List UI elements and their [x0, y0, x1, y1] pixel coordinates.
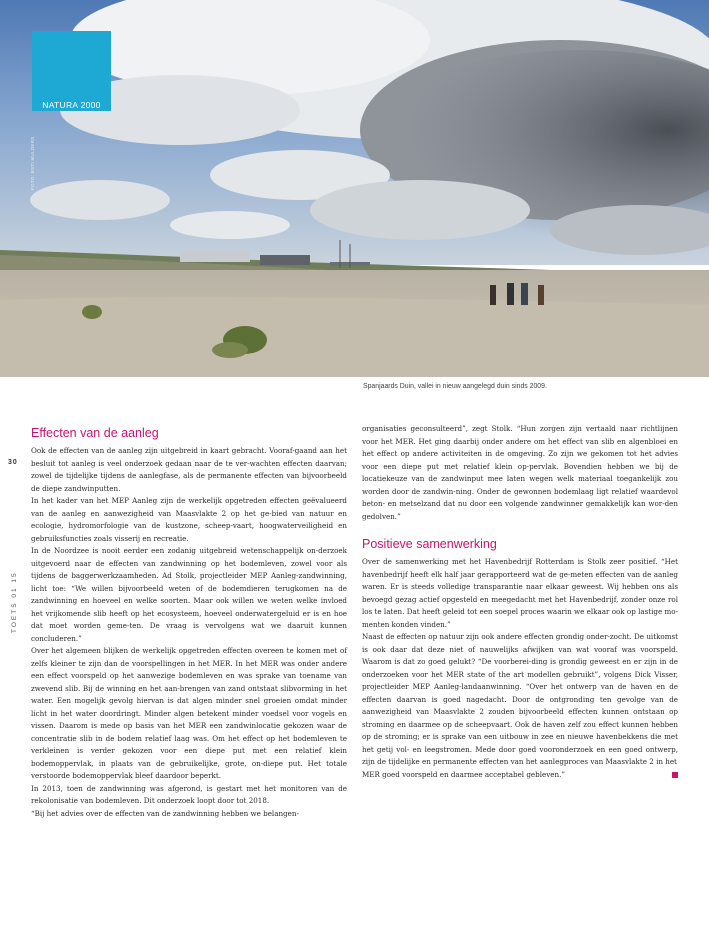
photo-caption: Spanjaards Duin, vallei in nieuw aangelegd duin sinds 2009. [363, 383, 547, 390]
journal-label: TOETS 01 15 [11, 571, 18, 633]
paragraph: In de Noordzee is nooit eerder een zodanig uitgebreid wetenschappelijk on-derzoek uitgevoerd naar de effecten van zandwinning op het bodemleven, zowel voor als tijdens de baggerwerkzaamheden. Ad Stolk, projectleider MEP Aanleg-zandwinning, licht toe: “We willen bijvoorbeeld weten of de bodemdieren terugkomen na de zandwinning en hoeveel en welke soorten. Maar ook willen we weten welke invloed het vrijkomende slib heeft op het ecosysteem, hoeveel onderwatergeluid er is en hoe dat moet worden geme-ten. De vraag is vervolgens wat we daaruit kunnen concluderen.” [31, 546, 347, 643]
paragraph: Naast de effecten op natuur zijn ook andere effecten grondig onder-zocht. De uitkomst is ook daar dat deze niet of nauwelijks afwijken van wat vooraf was voorspeld. Waarom is dat zo goed gelukt? “De voorberei-ding is grondig geweest en er zijn in de onderzoeken voor het MER state of the art modellen gebruikt”, volgens Dick Visser, projectleider MEP Aanleg-landaanwinning. “Over het ontwerp van de haven en de effecten daarvan is goed nagedacht. Door de ontgronding ten gevolge van de aanwezigheid van Maasvlakte 2 zouden bijvoorbeeld effecten kunnen ontstaan op stroming en daarmee op de scheepvaart. Ook de haven zelf zou effect kunnen hebben op de stroming; er is sprake van een uitbouw in zee en nieuwe havenbekkens die met het getij vol- en leegstromen. Mede door goed vooronderzoek en een goed ontwerp, zijn de tijdelijke en permanente effecten van het aanlegproces van Maasvlakte 2 in het [362, 632, 678, 766]
paragraph: In het kader van het MEP Aanleg zijn de werkelijk opgetreden effecten geëvalueerd van de aanleg en aanwezigheid van Maasvlakte 2 op het ge-bied van natuur en ecologie, hydromorfologie van de kustzone, scheep-vaart, hoogwaterveiligheid en gebruiksfuncties zoals visserij en recreatie. [31, 496, 347, 543]
closing-line [362, 769, 678, 782]
paragraph: In 2013, toen de zandwinning was afgerond, is gestart met het monitoren van de rekolonisatie van bodemleven. Dit onderzoek loopt door tot 2018. [31, 783, 347, 805]
category-tag-label: NATURA 2000 [42, 100, 101, 110]
paragraph: organisaties geconsulteerd”, zegt Stolk. “Hun zorgen zijn vertaald naar richtlijnen voor het MER. Het ging daarbij onder andere om het effect van slib en algenbloei en het effect op andere activiteiten in de omgeving. Zo zijn we gekomen tot het advies voor een diepe put met relatief klein op-pervlak. Bovendien hebben we bij de locatiekeuze van de zandwinput mee laten wegen welk materiaal toegankelijk zou worden door de zandwin-ning. Onder de gewonnen bodemlaag ligt relatief waardevol beton- en metselzand dat nu door een volgende zandwinner gemakkelijk kan wor-den gedolven.” [362, 424, 678, 521]
paragraph: “Bij het advies over de effecten van de zandwinning hebben we belangen- [31, 808, 299, 818]
section-heading-samenwerking: Positieve samenwerking [362, 537, 497, 551]
photo-credit: FOTO: ESTI MULDERS [30, 136, 35, 190]
page-number: 30 [8, 459, 18, 466]
end-of-article-square-icon [672, 772, 678, 778]
paragraph: Ook de effecten van de aanleg zijn uitgebreid in kaart gebracht. Vooraf-gaand aan het besluit tot aanleg is veel onderzoek gedaan naar de te ver-wachten effecten daarvan; zowel de tijdelijke tijdens de aanlegfase, als de permanente effecten van bijvoorbeeld de diepe zandwinputten. [31, 446, 347, 493]
section-heading-effecten: Effecten van de aanleg [31, 426, 159, 440]
right-column [362, 423, 678, 781]
paragraph: Over het algemeen blijken de werkelijk opgetreden effecten overeen te komen met of zelfs kleiner te zijn dan de voorspellingen in het MER. In het MER was onder andere een effect voorspeld op het aanwezige bodemleven en was sprake van toename van zwevend slib. Bij de winning en het aan-brengen van zand ontstaat slibvorming in het water. Een mogelijk gevolg hiervan is dat algen minder snel groeien omdat minder licht in het water doordringt. Minder algen betekent minder voedsel voor vogels en vissen. Daarom is mede op basis van het MER een zandwinlocatie gekozen waar de concentratie slib in de bodem relatief laag was. Om het effect op het bodemleven te verkleinen is verder gekozen voor een diepe put met een relatief klein bodemoppervlak, in plaats van de gebruikelijke, grote, on-diepe put. Het totale verstoorde bodemoppervlak bleef daardoor beperkt. [31, 646, 347, 780]
category-tag-box [32, 31, 111, 111]
paragraph-end: MER goed voorspeld en daarmee acceptabel gebleven.” [362, 769, 566, 779]
left-column [31, 423, 347, 820]
paragraph: Over de samenwerking met het Havenbedrijf Rotterdam is Stolk zeer positief. “Het havenbedrijf heeft elk half jaar gerapporteerd wat de ge-meten effecten van de aanleg waren. Er is steeds volledige transparantie naar elkaar geweest. Wij hebben ons als bevoegd gezag actief opgesteld en meegedacht met het Havenbedrijf, zonder onze rol los te laten. Dat heeft geleid tot een soepel proces waarin we elkaar ook op lastige mo-menten konden vinden.” [362, 557, 678, 629]
